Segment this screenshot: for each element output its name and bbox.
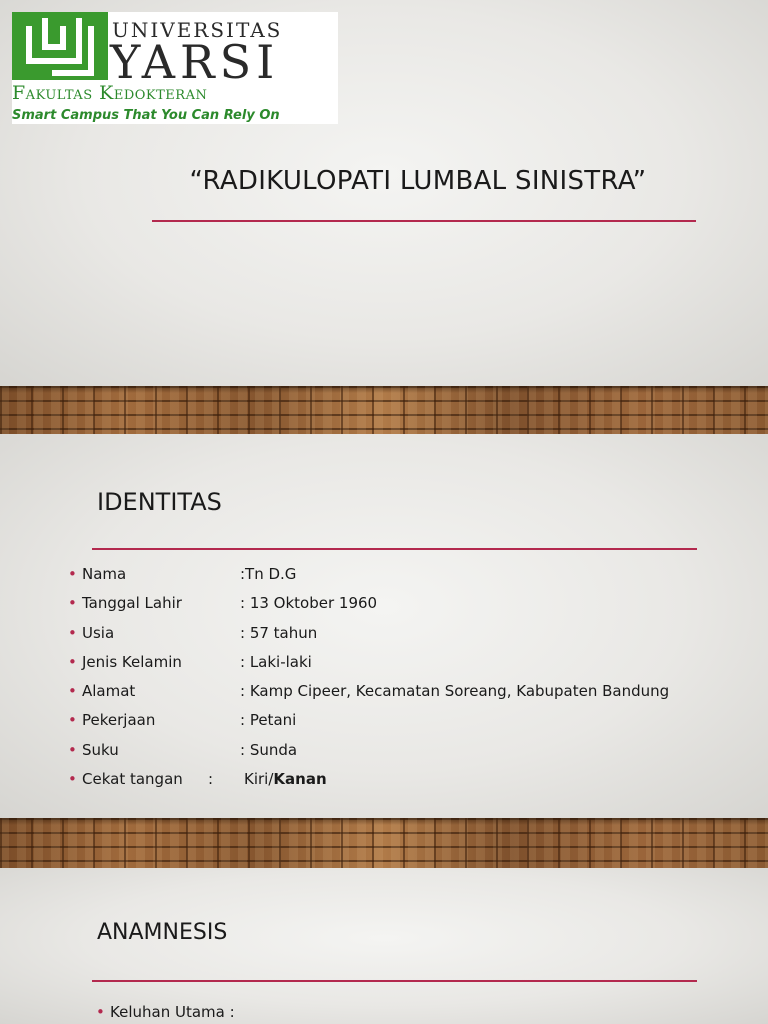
logo-yarsi-text: YARSI <box>110 35 280 89</box>
field-label: Keluhan Utama : <box>110 1003 235 1021</box>
anamnesis-divider <box>92 980 697 982</box>
field-value: : Laki-laki <box>240 652 312 671</box>
anamnesis-heading: ANAMNESIS <box>97 920 228 945</box>
slide-title <box>0 0 768 386</box>
bullet-icon: • <box>68 594 77 613</box>
field-value <box>208 769 327 789</box>
logo-universitas-text: UNIVERSITAS <box>112 18 283 42</box>
field-label: Cekat tangan <box>82 770 183 789</box>
field-label: Pekerjaan <box>82 711 156 730</box>
field-label: Alamat <box>82 682 136 701</box>
field-value: : Kamp Cipeer, Kecamatan Soreang, Kabupaten Bandung <box>240 682 670 701</box>
bullet-icon: • <box>68 623 77 642</box>
bullet-icon: • <box>68 565 77 583</box>
presentation-title: “RADIKULOPATI LUMBAL SINISTRA” <box>189 166 647 196</box>
logo-faculty-text: Fakultas Kedokteran <box>12 82 208 104</box>
field-value: : 57 tahun <box>240 623 318 642</box>
logo-tagline: Smart Campus That You Can Rely On <box>12 108 280 123</box>
field-label: Nama <box>82 565 127 583</box>
yarsi-emblem-icon <box>12 12 108 82</box>
field-value: : Sunda <box>240 740 298 759</box>
field-label: Suku <box>82 740 119 759</box>
field-label: Usia <box>82 623 115 642</box>
field-label: Tanggal Lahir <box>82 594 182 613</box>
slide-identitas <box>0 434 768 818</box>
wood-floor-band <box>0 818 768 868</box>
title-divider <box>152 220 696 222</box>
bullet-icon: • <box>68 682 77 701</box>
field-value: : 13 Oktober 1960 <box>240 594 378 613</box>
value-bold: Kanan <box>273 770 327 789</box>
field-value: :Tn D.G <box>240 565 297 583</box>
bullet-icon: • <box>68 711 77 730</box>
bullet-icon: • <box>68 770 77 789</box>
university-logo <box>12 12 338 124</box>
bullet-icon: • <box>68 740 77 759</box>
slide-anamnesis <box>0 868 768 1024</box>
identitas-heading: IDENTITAS <box>97 488 222 516</box>
bullet-icon: • <box>68 652 77 671</box>
bullet-icon: • <box>96 1003 105 1021</box>
wood-floor-band <box>0 386 768 434</box>
field-value: : Petani <box>240 711 297 730</box>
value-plain: Kiri/ <box>244 770 274 789</box>
field-label: Jenis Kelamin <box>82 652 182 671</box>
identitas-divider <box>92 548 697 550</box>
separator: : <box>208 770 214 789</box>
